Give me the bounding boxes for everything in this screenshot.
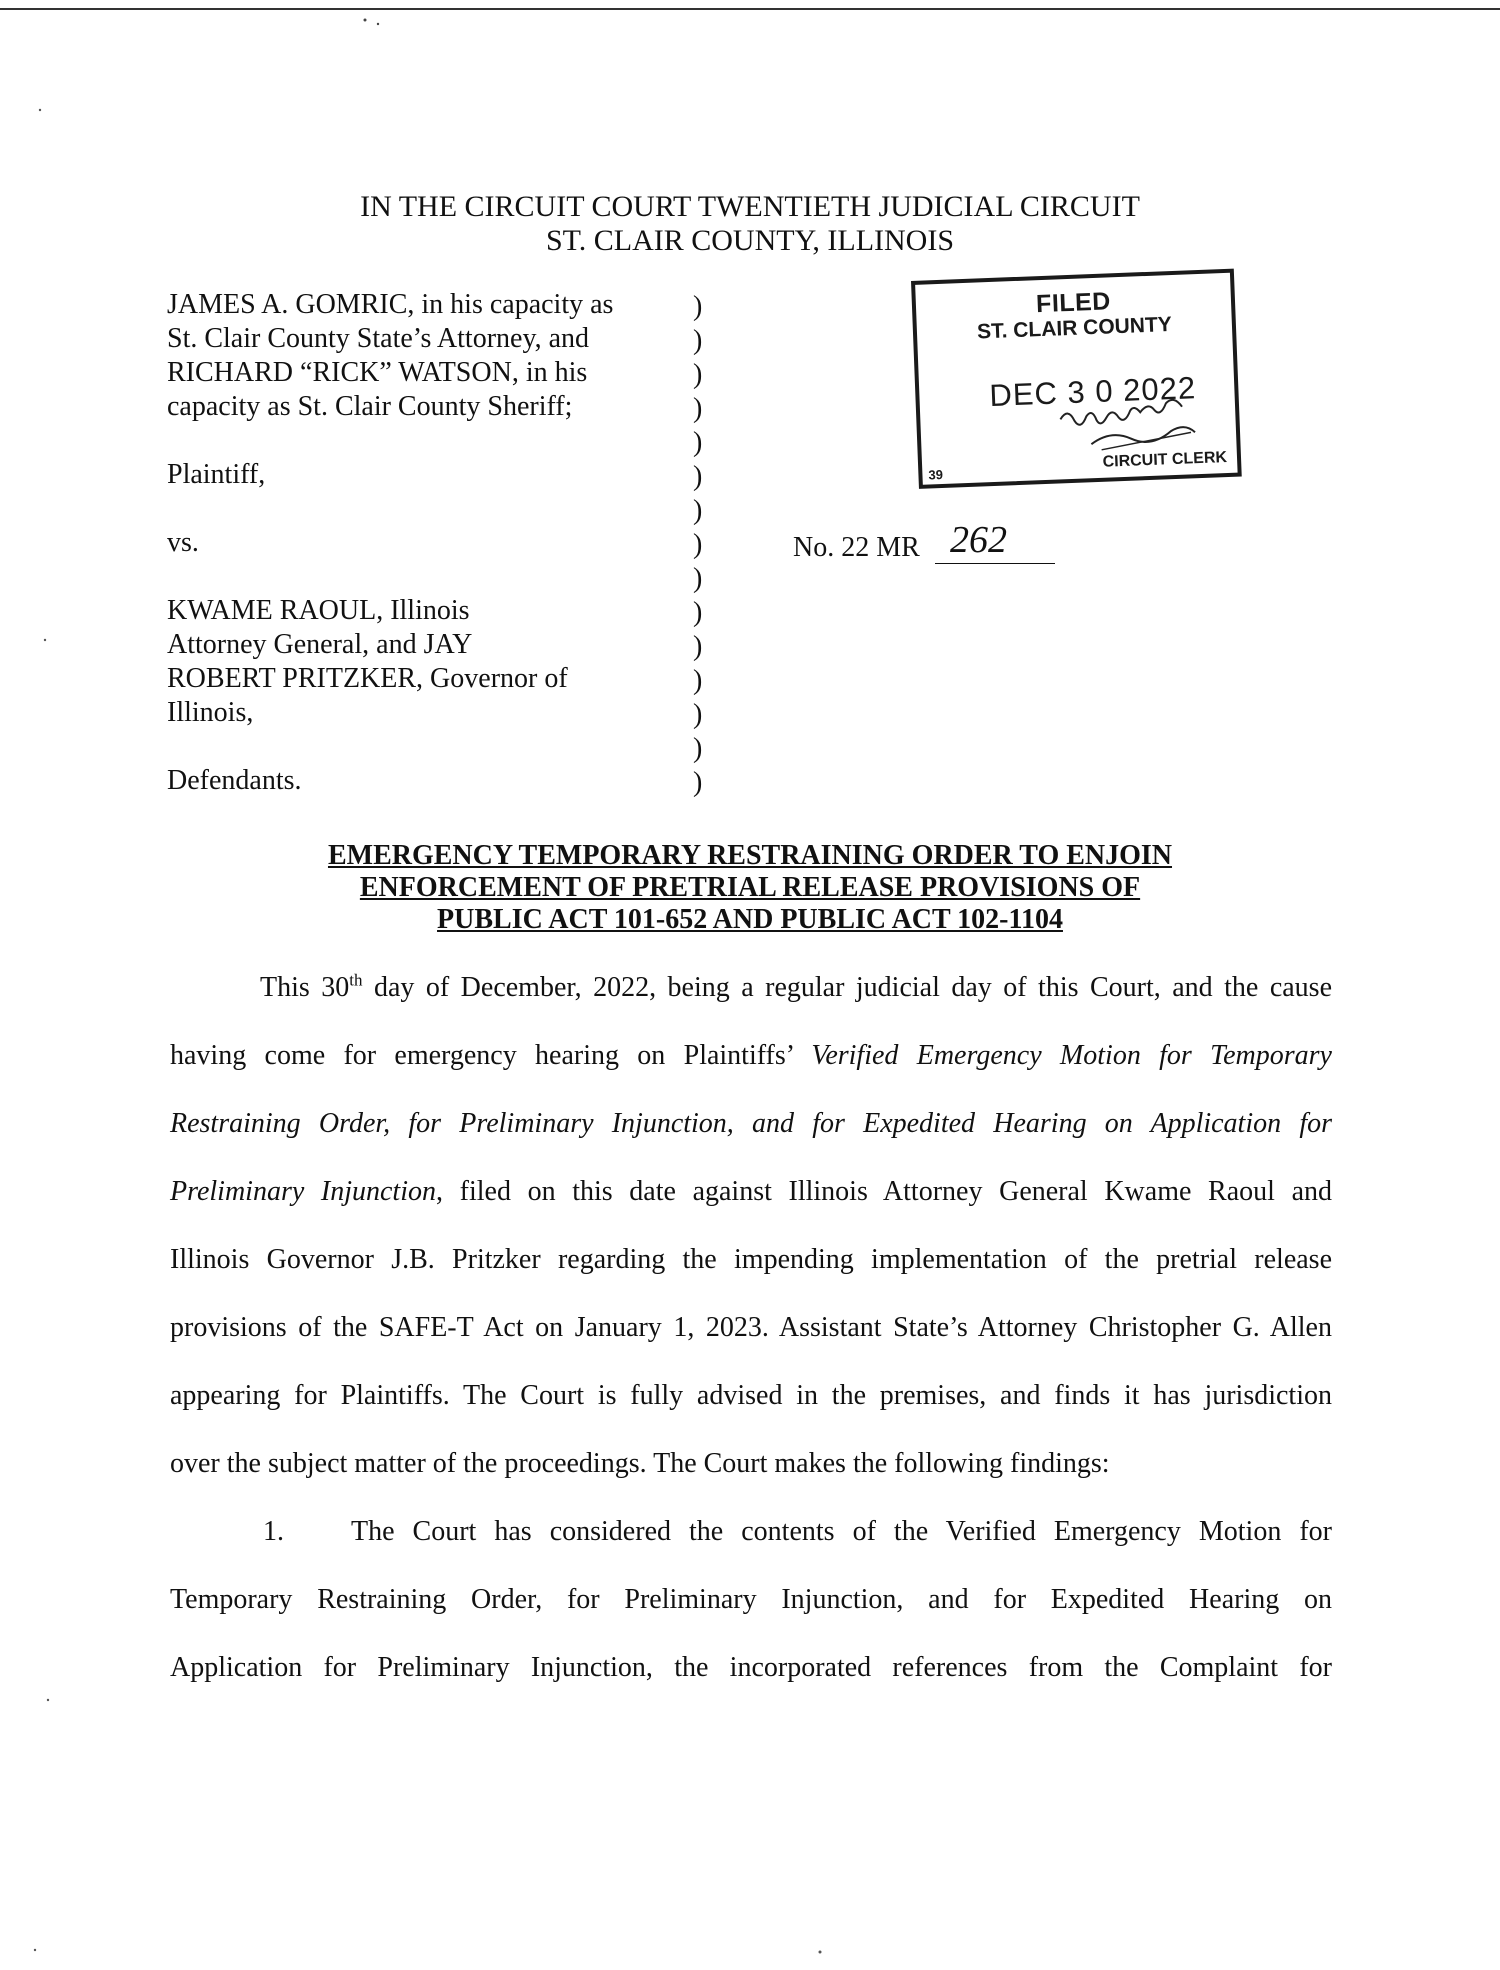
body-line: Restraining Order, for Preliminary Injunction, and for Expedited Hearing on Application for (170, 1108, 1332, 1139)
versus-label: vs. (167, 527, 199, 558)
body-line: having come for emergency hearing on Plaintiffs’ Verified Emergency Motion for Temporary (170, 1040, 1332, 1071)
stamp-date: DEC 3 0 2022 (988, 370, 1197, 414)
plaintiff-line: JAMES A. GOMRIC, in his capacity as (167, 289, 614, 320)
paren: ) (693, 665, 703, 696)
case-number-label: No. 22 MR (793, 532, 920, 563)
stamp-filed-text: FILED (1035, 287, 1112, 319)
title-line: EMERGENCY TEMPORARY RESTRAINING ORDER TO ENJOIN (327, 840, 1173, 871)
defendant-line: Attorney General, and JAY (167, 629, 473, 660)
paren: ) (693, 393, 703, 424)
body-line: appearing for Plaintiffs. The Court is fully advised in the premises, and finds it has jurisdiction (170, 1380, 1332, 1411)
body-line: Temporary Restraining Order, for Preliminary Injunction, and for Expedited Hearing on (170, 1584, 1332, 1615)
body-line: Application for Preliminary Injunction, the incorporated references from the Complaint for (170, 1652, 1332, 1683)
defendant-line: KWAME RAOUL, Illinois (167, 595, 470, 626)
court-name: IN THE CIRCUIT COURT TWENTIETH JUDICIAL CIRCUIT (360, 190, 1140, 223)
paren: ) (693, 563, 703, 594)
paren: ) (693, 359, 703, 390)
paren: ) (693, 495, 703, 526)
title-line: PUBLIC ACT 101-652 AND PUBLIC ACT 102-1104 (437, 904, 1063, 935)
paren: ) (693, 699, 703, 730)
paren: ) (693, 291, 703, 322)
body-line: Preliminary Injunction, filed on this date against Illinois Attorney General Kwame Raoul and (170, 1176, 1332, 1207)
paren: ) (693, 529, 703, 560)
paren: ) (693, 325, 703, 356)
paren: ) (693, 597, 703, 628)
paren: ) (693, 767, 703, 798)
plaintiff-label: Plaintiff, (167, 459, 266, 490)
body-line: This 30th day of December, 2022, being a regular judicial day of this Court, and the cause (260, 970, 1333, 1003)
stamp-clerk-text: CIRCUIT CLERK (1102, 449, 1228, 471)
stamp-number: 39 (928, 466, 944, 483)
plaintiff-line: capacity as St. Clair County Sheriff; (167, 391, 573, 422)
body-line: provisions of the SAFE-T Act on January 1, 2023. Assistant State’s Attorney Christopher G. Allen (170, 1312, 1332, 1343)
handwritten-case-number-text: 262 (950, 519, 1007, 561)
body-line: The Court has considered the contents of the Verified Emergency Motion for (351, 1516, 1332, 1547)
defendant-line: ROBERT PRITZKER, Governor of (167, 663, 568, 694)
body-line: over the subject matter of the proceedings. The Court makes the following findings: (170, 1448, 1110, 1479)
body-line: Illinois Governor J.B. Pritzker regarding the impending implementation of the pretrial release (170, 1244, 1332, 1275)
court-county: ST. CLAIR COUNTY, ILLINOIS (545, 224, 955, 257)
paren: ) (693, 461, 703, 492)
plaintiff-line: St. Clair County State’s Attorney, and (167, 323, 590, 354)
stamp-county-text: ST. CLAIR COUNTY (976, 313, 1173, 344)
paren: ) (693, 427, 703, 458)
plaintiff-line: RICHARD “RICK” WATSON, in his (167, 357, 588, 388)
defendant-line: Illinois, (167, 697, 254, 728)
defendant-label: Defendants. (167, 765, 302, 796)
paren: ) (693, 631, 703, 662)
paren: ) (693, 733, 703, 764)
finding-number: 1. (263, 1516, 284, 1547)
title-line: ENFORCEMENT OF PRETRIAL RELEASE PROVISIONS OF (359, 872, 1141, 903)
